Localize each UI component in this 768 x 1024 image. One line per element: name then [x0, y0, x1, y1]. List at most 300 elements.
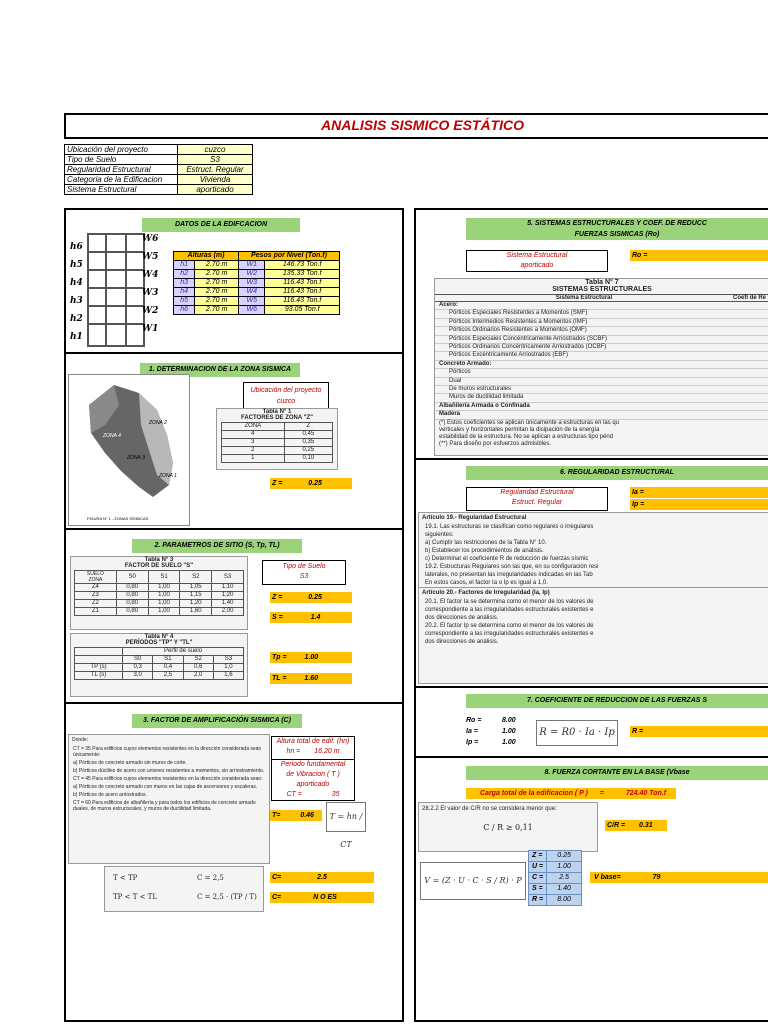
info-row [65, 165, 253, 175]
ct-line: CT = 35 Para edificios cuyos elementos resistentes en la dirección considerada sean únicamente: [73, 746, 262, 758]
height-label: h1 [70, 332, 83, 342]
tabla-3-cell: 0,80 [116, 592, 148, 600]
title-bar [64, 113, 768, 139]
list-item: Pórticos Especiales Resistentes a Momentos (SMF) [435, 310, 768, 318]
art20-line: correspondiente a las irregularidades estructurales existentes e [425, 607, 594, 613]
c2-label: C= [272, 894, 282, 901]
info-label: Categoria de la Edificacion [65, 175, 178, 185]
ct-line: CT = 60 Para edificios de albañilería y para todos los edificios de concreto armado duales, de muros estructurales, y muros de ductilidad limitada. [73, 800, 256, 812]
h-cell: h5 [174, 297, 195, 306]
vbase-value: 79 [652, 874, 661, 881]
info-label: Tipo de Suelo [65, 155, 178, 165]
tipo-suelo-label: Tipo de Suelo [282, 563, 326, 570]
tabla-4-head [75, 656, 244, 664]
map-label: ZONA 3 [127, 455, 145, 461]
weight-label: W6 [142, 234, 159, 244]
r-box [630, 726, 768, 737]
regularidad-value: Estruct. Regular [511, 499, 563, 506]
cr-note [418, 802, 598, 852]
art19-line: En estos casos, el factor Ia o Ip es igual a 1,0. [425, 580, 548, 586]
s-value: 1.4 [310, 614, 321, 621]
ro-label: Ro = [632, 252, 648, 259]
tabla-1-cell: 0,35 [284, 439, 332, 447]
tabla-7-subtitle: SISTEMAS ESTRUCTURALES [552, 286, 652, 293]
tabla-3-cell: 0,80 [116, 584, 148, 592]
tabla-4-empty [75, 648, 123, 656]
alt-cell: 2.70 m [195, 297, 239, 306]
sistemas-header-2: FUERZAS SISMICAS (Ro) [574, 231, 660, 238]
note-line: estabilidad de la estructura. No se aplican a estructuras tipo pénd [439, 433, 614, 440]
list-item: Pórticos Intermedios Resistentes a Momentos (IMF) [435, 319, 768, 327]
articulos [418, 512, 768, 684]
sitio-z-box [270, 592, 352, 603]
coef-row [466, 738, 526, 748]
tabla-4-cell: TP (s) [75, 664, 123, 672]
coef-label: Ro = [466, 717, 482, 724]
tabla-3-cell: 1,00 [148, 592, 180, 600]
tabla-4-head-cell: S3 [213, 656, 243, 664]
tabla-1-cell: 2 [222, 447, 285, 455]
cr-note-text: 28.2.2 El valor de C/R no se considera menor que: [422, 806, 557, 812]
sistema-label: Sistema Estructural [506, 252, 568, 259]
weight-label: W3 [142, 288, 159, 298]
peso-cell: 93.05 Ton.f [265, 306, 340, 315]
tabla-4-cell: 0,6 [183, 664, 213, 672]
peso-cell: 116.43 Ton.f [265, 297, 340, 306]
tabla-7 [434, 278, 768, 456]
zona-ubic-value: cuzco [276, 398, 296, 405]
table-row [222, 455, 333, 463]
altura-total-box [271, 736, 355, 760]
art20-line: 20.2. El factor Ip se determina como el menor de los valores de [425, 623, 594, 629]
tabla-4-cell: 2,0 [183, 672, 213, 680]
cr-label: C/R = [607, 822, 626, 829]
tabla-3-cell: 2,00 [212, 608, 244, 616]
t-formula: T = hn / CT [326, 802, 366, 832]
tabla-3-cell: 0,80 [116, 608, 148, 616]
r-label: R = [632, 728, 644, 735]
tabla-1-cell: 0,25 [284, 447, 332, 455]
table-row [174, 306, 340, 315]
tabla-3-cell: 1,00 [148, 608, 180, 616]
art20-line: dos direcciones de análisis. [425, 615, 499, 621]
list-item: Pórticos Ordinarios Concéntricamente Arriostrados (OCBF) [435, 344, 768, 352]
cond-2: TP < T < TL [113, 893, 157, 901]
w-cell: W4 [239, 288, 265, 297]
table-row [222, 431, 333, 439]
vbase-box [590, 872, 768, 883]
tabla-3 [70, 556, 248, 630]
ia-label: Ia = [632, 489, 644, 496]
tabla-4-title: Tabla N° 4 [144, 634, 174, 640]
ct-value: 35 [331, 791, 340, 798]
t-label: T= [272, 812, 281, 819]
table-row [75, 592, 244, 600]
tipo-suelo-value: S3 [299, 573, 309, 580]
tabla-4-head-cell: S1 [153, 656, 183, 664]
tabla-3-cell: Z3 [75, 592, 117, 600]
z-value: 0.25 [308, 594, 322, 601]
h-cell: h3 [174, 279, 195, 288]
t-box [270, 810, 322, 821]
note-line: (**) Para diseño por esfuerzos admisibles. [439, 440, 552, 447]
info-row [65, 155, 253, 165]
alt-cell: 2.70 m [195, 288, 239, 297]
tabla-1-cell: 0,45 [284, 431, 332, 439]
tabla-4-cell: 0,3 [123, 664, 153, 672]
tabla-3-title: Tabla N° 3 [144, 557, 174, 563]
table-row [529, 895, 582, 906]
table-row [174, 270, 340, 279]
tipo-suelo-box [262, 560, 346, 585]
ct-line: a) Pórticos de concreto armado con muros en las cajas de ascensores y escaleras. [73, 784, 258, 790]
table-row [174, 279, 340, 288]
tabla-4-cell: 1,6 [213, 672, 243, 680]
seismic-zone-map-icon [69, 375, 189, 525]
corner-suelo: SUELO [86, 571, 104, 577]
param-label: S = [529, 884, 547, 895]
carga-label: Carga total de la edificacion ( P ) [480, 790, 588, 797]
vbase-label: V base= [594, 874, 621, 881]
regularidad-header: 6. REGULARIDAD ESTRUCTURAL [466, 466, 768, 480]
art20-line: dos direcciones de análisis. [425, 639, 499, 645]
peru-map [68, 374, 190, 526]
map-caption: FIGURA N° 1 - ZONAS SÍSMICAS [87, 516, 149, 521]
table-row [529, 884, 582, 895]
tabla-4-cell: TL (s) [75, 672, 123, 680]
tabla-1 [216, 408, 338, 470]
c2-box [270, 892, 374, 903]
periodo-box [271, 759, 355, 801]
art19-line: 19.1. Las estructuras se clasifican como regulares o irregulares [425, 524, 594, 530]
sistemas-header-1: 5. SISTEMAS ESTRUCTURALES Y COEF. DE REDUCC [527, 220, 707, 227]
coef-header: 7. COEFICIENTE DE REDUCCION DE LAS FUERZAS S [466, 694, 768, 708]
z-label: Z = [272, 594, 283, 601]
tabla-1-head [222, 423, 333, 431]
table-row [75, 672, 244, 680]
tabla-4-sub [75, 648, 244, 656]
list-item: Pórticos Especiales Concéntricamente Arriostrados (SCBF) [435, 336, 768, 344]
divider [64, 528, 402, 530]
art19-line: a) Cumplir las restricciones de la Tabla N° 10. [425, 540, 547, 546]
table-row [529, 873, 582, 884]
altura-total-label: Altura total de edif. (hn) [276, 738, 350, 745]
table-row [75, 608, 244, 616]
tabla-4-cell: 0,4 [153, 664, 183, 672]
col-pesos: Pesos por Nivel (Ton.f) [239, 252, 340, 261]
weight-label: W5 [142, 252, 159, 262]
param-label: R = [529, 895, 547, 906]
ct-line: CT = 45 Para edificios cuyos elementos resistentes en la dirección considerada sean: [73, 776, 263, 782]
c-value: 2.5 [317, 874, 327, 881]
tabla-3-subtitle: FACTOR DE SUELO "S" [124, 563, 194, 569]
tabla-1-subtitle: FACTORES DE ZONA "Z" [240, 415, 314, 421]
peso-cell: 116.43 Ton.f [265, 279, 340, 288]
tl-value: 1.60 [304, 675, 319, 682]
tabla-4-cell: 2,5 [153, 672, 183, 680]
h-cell: h6 [174, 306, 195, 315]
ip-label: Ip = [632, 501, 645, 508]
carga-value: 724.40 Ton.f [625, 790, 667, 797]
tabla-4-empty [75, 656, 123, 664]
tabla-3-corner [75, 571, 117, 584]
height-label: h5 [70, 260, 83, 270]
tabla-3-cell: 1,05 [180, 584, 212, 592]
tabla-3-cell: 1,00 [148, 584, 180, 592]
tabla-3-cell: 1,15 [180, 592, 212, 600]
info-row [65, 175, 253, 185]
list-item: Albañilería Armada o Confinada [435, 403, 768, 411]
datos-table [173, 251, 340, 315]
table-row [222, 439, 333, 447]
sitio-s-box [270, 612, 352, 623]
note-line: (*) Estos coeficientes se aplican únicamente a estructuras en las qu [439, 419, 620, 426]
datos-header-row [174, 252, 340, 261]
tabla-3-head-cell: S1 [148, 571, 180, 584]
info-value: Vivienda [178, 175, 253, 185]
tabla-4-head-cell: S0 [123, 656, 153, 664]
info-value: S3 [178, 155, 253, 165]
art19-line: 19.2. Estructuras Regulares son las que, en su configuración resi [425, 564, 599, 570]
tabla-4-cell: 1,0 [213, 664, 243, 672]
tabla-3-cell: 1,60 [180, 608, 212, 616]
tabla-3-cell: 0,80 [116, 600, 148, 608]
weight-label: W2 [142, 306, 159, 316]
tabla-3-head-cell: S0 [116, 571, 148, 584]
peso-cell: 135.33 Ton.f [265, 270, 340, 279]
tabla-4-sub-cell: Perfil de suelo [123, 648, 244, 656]
c2-value: N O ES [313, 894, 337, 901]
cr-note-formula: C / R ≥ 0,11 [483, 823, 533, 832]
zona-ubic-label: Ubicación del proyecto [250, 387, 322, 394]
table-row [75, 664, 244, 672]
list-item: Dual [435, 378, 768, 386]
info-value: cuzco [178, 145, 253, 155]
coef-value: 8.00 [502, 717, 516, 724]
info-value: Estruct. Regular [178, 165, 253, 175]
tabla-3-cell: Z1 [75, 608, 117, 616]
tabla-7-col-2: Coefi de Re [733, 295, 767, 301]
corner-zona: ZONA [88, 577, 103, 583]
divider [414, 686, 768, 688]
hn-value: 16.20 m [314, 748, 340, 755]
param-label: Z = [529, 851, 547, 862]
ct-line: b) Pórticos dúctiles de acero con uniones resistentes a momentos, sin arriostramiento. [73, 768, 265, 774]
divider [64, 702, 402, 704]
height-label: h2 [70, 314, 83, 324]
table-row [174, 297, 340, 306]
info-label: Ubicación del proyecto [65, 145, 178, 155]
table-row [529, 862, 582, 873]
list-item: Pórticos Ordinarios Resistentes a Momentos (OMF) [435, 327, 768, 335]
carga-box [466, 788, 676, 799]
list-item: Muros de ductilidad limitada [435, 394, 768, 402]
divider [414, 458, 768, 460]
sitio-tl-box [270, 673, 352, 684]
list-item: Concreto Armado: [435, 361, 768, 369]
c-label: C= [272, 874, 282, 881]
height-label: h3 [70, 296, 83, 306]
v-formula: V = (Z · U · C · S / R) · P [420, 862, 526, 900]
ia-box [630, 487, 768, 498]
z-label: Z = [272, 480, 283, 487]
tabla-3-cell: 1,20 [212, 592, 244, 600]
sistemas-header [466, 218, 768, 240]
weight-label: W1 [142, 324, 159, 334]
coef-value: 1.00 [502, 739, 516, 746]
param-value: 1.00 [547, 862, 582, 873]
tabla-4-subtitle: PERÍODOS "TP" Y "TL" [125, 640, 193, 646]
cond-1: T < TP [113, 874, 138, 882]
v-params [528, 850, 582, 906]
alt-cell: 2.70 m [195, 261, 239, 270]
s-label: S = [272, 614, 283, 621]
table-row [75, 584, 244, 592]
sitio-header: 2. PARAMETROS DE SITIO (S, Tp, TL) [132, 539, 302, 553]
list-item: Pórticos Excéntricamente Arriostrados (EBF) [435, 352, 768, 360]
art19-line: c) Determinar el coeficiente R de reducción de fuerzas sísmic [425, 556, 589, 562]
sistema-value: aporticado [520, 262, 554, 269]
table-row [75, 600, 244, 608]
h-cell: h4 [174, 288, 195, 297]
art19-line: b) Establecer los procedimientos de análisis. [425, 548, 544, 554]
note-line: verticales y horizontales permitan la disipación de la energía [439, 426, 600, 433]
tp-value: 1.00 [304, 654, 319, 661]
art20-title: Artículo 20.- Factores de Irregularidad (Ia, Ip) [419, 587, 768, 598]
regularidad-label: Regularidad Estructural [500, 489, 574, 496]
art20-line: correspondiente a las irregularidades estructurales existentes e [425, 631, 594, 637]
periodo-label-2: de Vibracion ( T ) [286, 771, 340, 778]
periodo-sistema: aporticado [296, 781, 330, 788]
cr-box [605, 820, 667, 831]
w-cell: W6 [239, 306, 265, 315]
info-value: aporticado [178, 185, 253, 195]
tabla-4 [70, 633, 248, 697]
param-label: C = [529, 873, 547, 884]
map-label: ZONA 2 [149, 420, 167, 426]
periodo-label-1: Periodo fundamental [280, 761, 346, 768]
amplif-header: 3. FACTOR DE AMPLIFICACIÓN SISMICA (C) [132, 714, 302, 728]
w-cell: W2 [239, 270, 265, 279]
param-label: U = [529, 862, 547, 873]
tabla-1-title: Tabla N° 1 [262, 409, 292, 415]
w-cell: W5 [239, 297, 265, 306]
param-value: 2.5 [547, 873, 582, 884]
tabla-3-cell: 1,20 [180, 600, 212, 608]
page-title: ANALISIS SISMICO ESTÁTICO [321, 117, 525, 133]
art20-line: 20.1. El factor Ia se determina como el menor de los valores de [425, 599, 594, 605]
tabla-3-head [75, 571, 244, 584]
map-label: ZONA 1 [159, 473, 177, 479]
carga-eq: = [599, 790, 604, 797]
info-label: Sistema Estructural [65, 185, 178, 195]
cond-1-result: C = 2,5 [197, 874, 224, 882]
tabla-4-head-cell: S2 [183, 656, 213, 664]
regularidad-box [466, 487, 608, 511]
table-row [222, 447, 333, 455]
art19-line: siguientes: [425, 532, 454, 538]
coef-row [466, 716, 526, 726]
peso-cell: 116.43 Ton.f [265, 288, 340, 297]
c-box [270, 872, 374, 883]
tabla-1-head-cell: Z [284, 423, 332, 431]
h-cell: h1 [174, 261, 195, 270]
c-conditions [104, 866, 264, 912]
table-row [174, 288, 340, 297]
list-item: Acero: [435, 302, 768, 310]
col-alturas: Alturas (m) [174, 252, 239, 261]
table-row [529, 851, 582, 862]
r-formula: R = R0 · Ia · Ip [536, 720, 618, 746]
sistema-box [466, 250, 608, 272]
tabla-1-cell: 1 [222, 455, 285, 463]
tl-label: TL = [272, 675, 287, 682]
hn-label: hn = [286, 748, 301, 755]
sitio-tp-box [270, 652, 352, 663]
list-item: Madera [435, 411, 768, 419]
ct-line: b) Pórticos de acero arriostrados. [73, 792, 147, 798]
z-value: 0.25 [308, 480, 322, 487]
w-cell: W1 [239, 261, 265, 270]
param-value: 8.00 [547, 895, 582, 906]
art19-line: laterales, no presentan las irregularidades indicadas en las Tab [425, 572, 593, 578]
tabla-1-cell: 3 [222, 439, 285, 447]
peso-cell: 146.73 Ton.f [265, 261, 340, 270]
art19-title: Artículo 19.- Regularidad Estructural [422, 515, 527, 521]
alt-cell: 2.70 m [195, 270, 239, 279]
divider [414, 756, 768, 758]
table-row [174, 261, 340, 270]
tabla-3-cell: 1,00 [148, 600, 180, 608]
info-table [64, 144, 253, 195]
height-label: h4 [70, 278, 83, 288]
info-row [65, 145, 253, 155]
coef-value: 1.00 [502, 728, 516, 735]
cr-value: 0.31 [639, 822, 653, 829]
t-value: 0.46 [300, 812, 314, 819]
param-value: 0.25 [547, 851, 582, 862]
tabla-1-head-cell: ZONA [222, 423, 285, 431]
map-label: ZONA 4 [103, 433, 121, 439]
cond-2-result: C = 2,5 · (TP / T) [197, 893, 257, 901]
tabla-3-head-cell: S3 [212, 571, 244, 584]
divider [64, 352, 402, 354]
zona-header: 1. DETERMINACION DE LA ZONA SISMICA [140, 363, 300, 377]
ct-description [68, 734, 270, 864]
tabla-3-cell: 1,40 [212, 600, 244, 608]
alt-cell: 2.70 m [195, 306, 239, 315]
zona-z-box [270, 478, 352, 489]
list-item: Pórticos [435, 369, 768, 377]
tabla-1-cell: 4 [222, 431, 285, 439]
tabla-3-head-cell: S2 [180, 571, 212, 584]
ct-label: CT = [286, 791, 302, 798]
info-row [65, 185, 253, 195]
info-label: Regularidad Estructural [65, 165, 178, 175]
h-cell: h2 [174, 270, 195, 279]
tabla-3-cell: 1,10 [212, 584, 244, 592]
tabla-1-cell: 0,10 [284, 455, 332, 463]
ip-box [630, 499, 768, 510]
ro-box [630, 250, 768, 261]
coef-label: Ia = [466, 728, 478, 735]
tabla-3-cell: Z2 [75, 600, 117, 608]
alt-cell: 2.70 m [195, 279, 239, 288]
tabla-4-cell: 3,0 [123, 672, 153, 680]
tabla-7-title: Tabla N° 7 [585, 279, 619, 286]
ct-doc-title: Donde: [72, 737, 89, 743]
datos-header: DATOS DE LA EDIFCACION [142, 218, 300, 232]
